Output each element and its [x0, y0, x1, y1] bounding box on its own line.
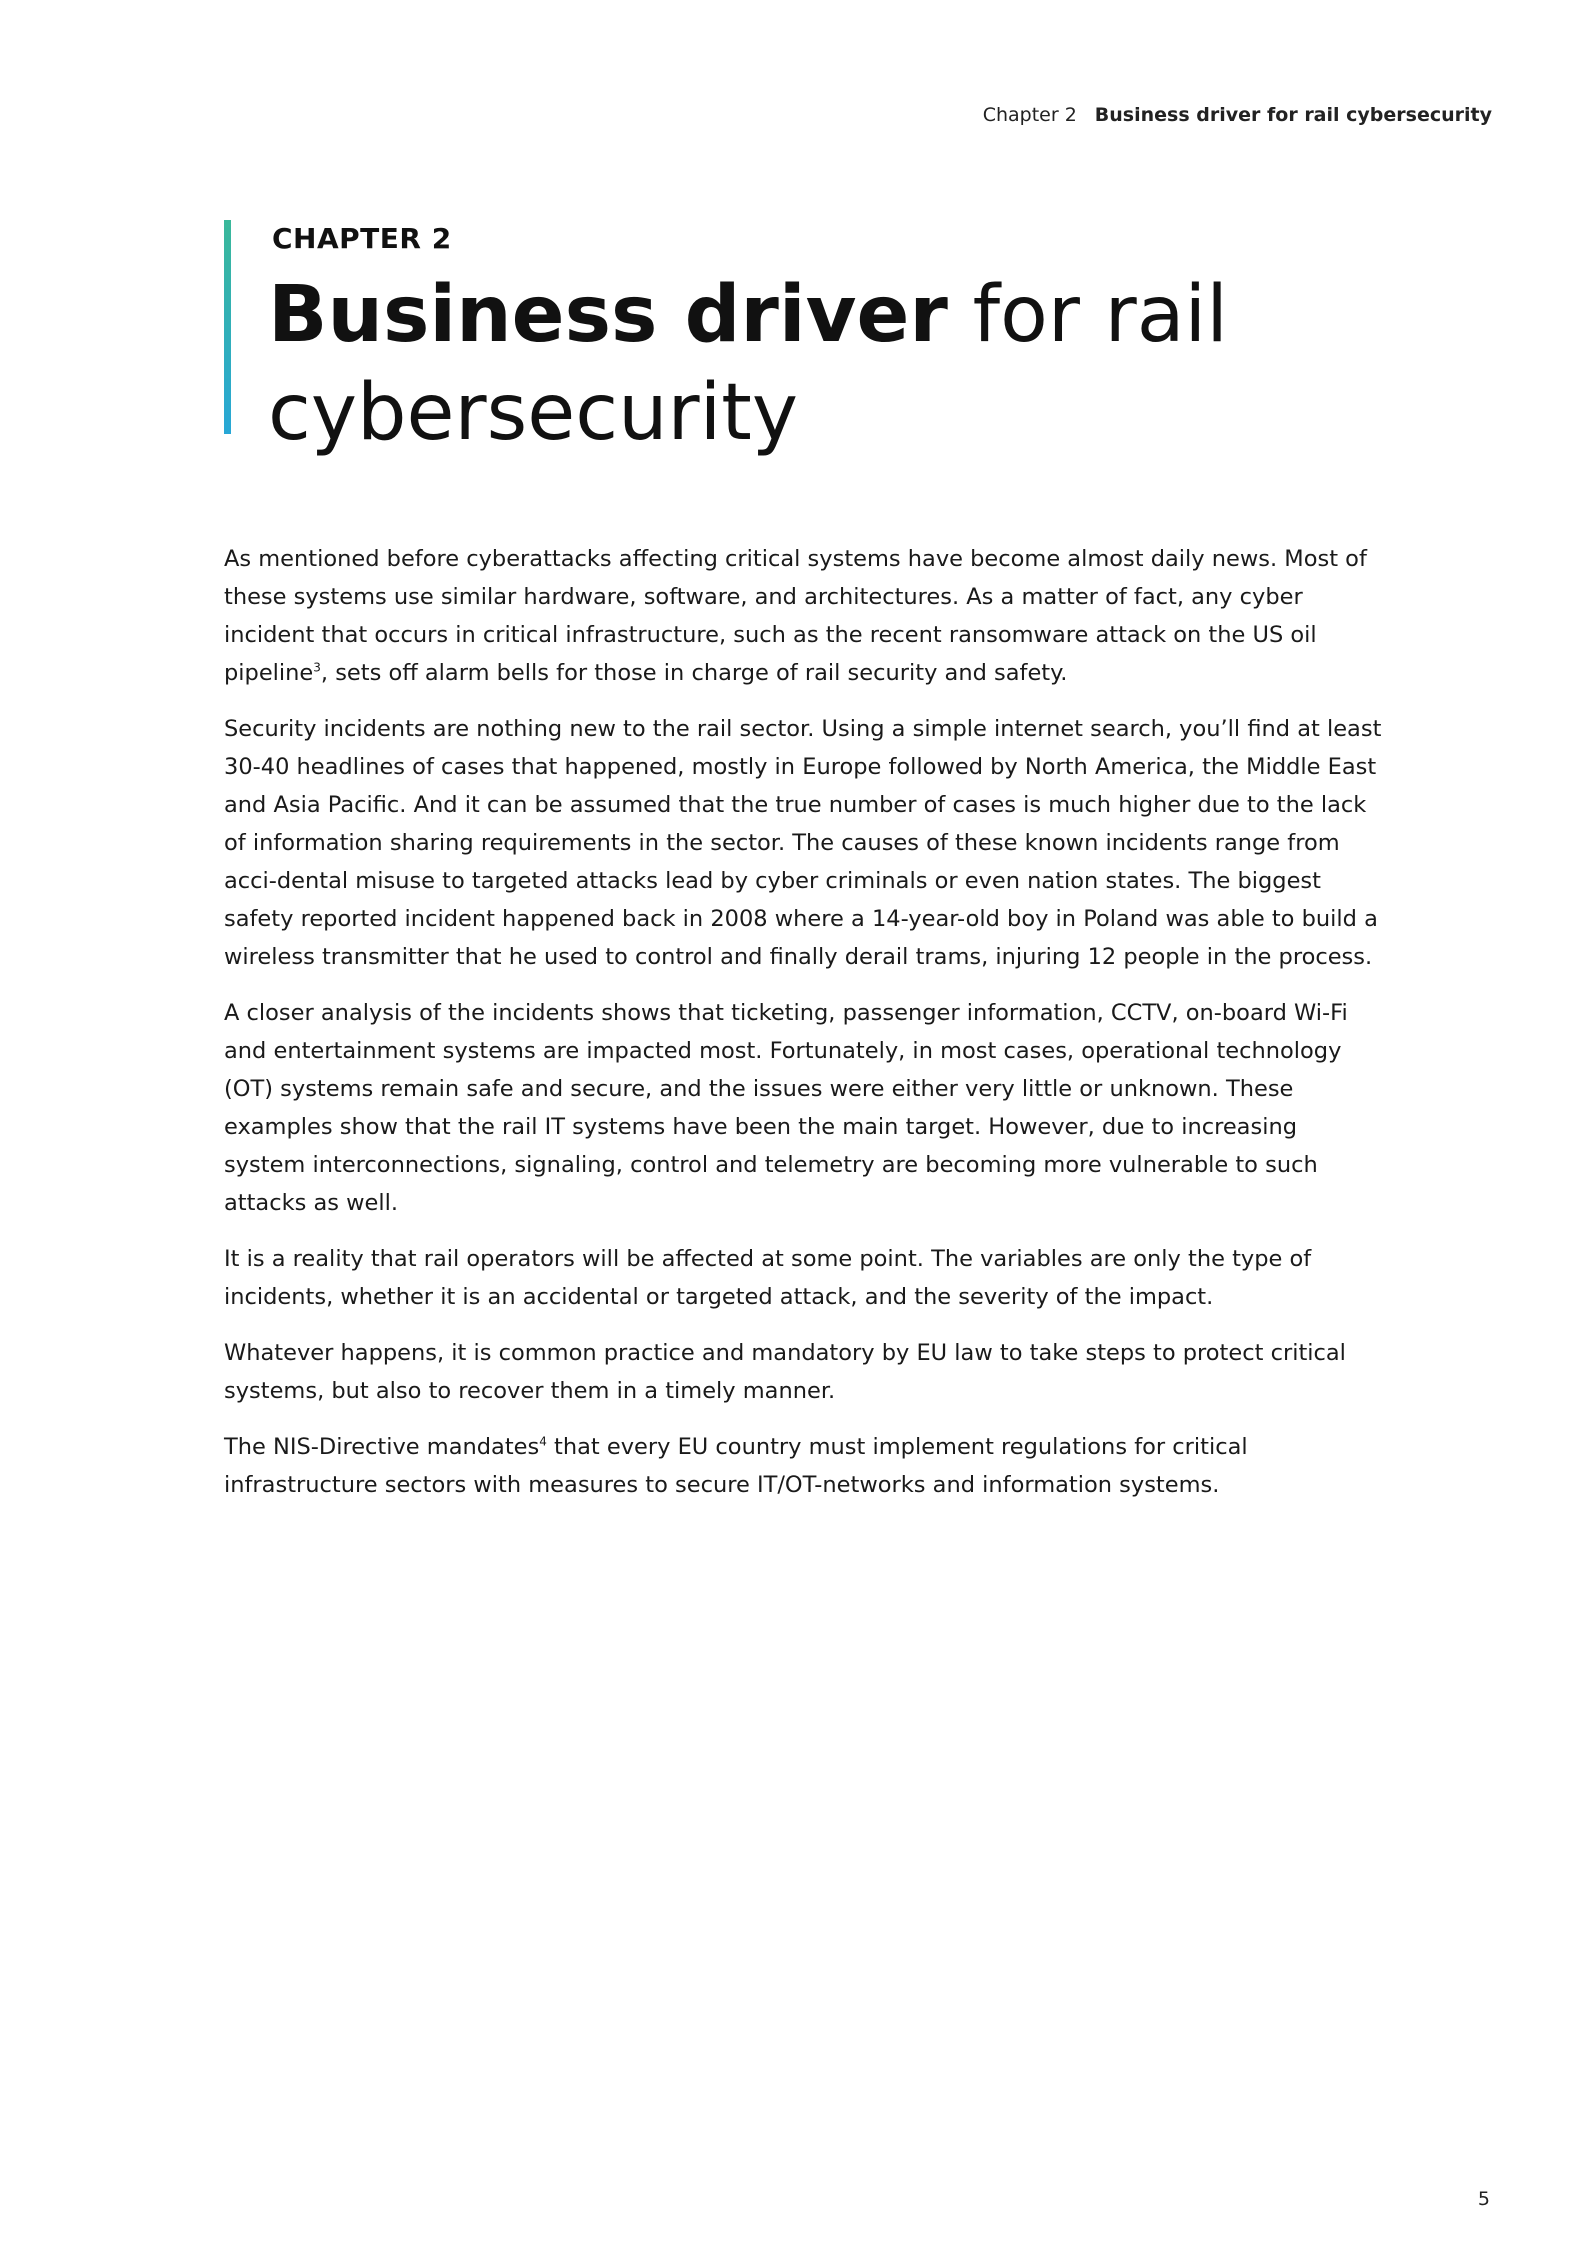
- footnote-ref-3[interactable]: 3: [313, 660, 321, 675]
- paragraph-6: [224, 1428, 1384, 1504]
- page-number: 5: [1477, 2188, 1490, 2210]
- chapter-title-regular: for rail cybersecurity: [268, 270, 1228, 458]
- chapter-accent-bar: [224, 220, 231, 434]
- body-text: [224, 540, 1384, 1522]
- paragraph-text: As mentioned before cyberattacks affecting critical systems have become almost daily news. Most of these systems use similar hardware, software, and architectures. As a matter of fact, any cyber incident that occurs in critical infrastructure, such as the recent ransomware attack on the US oil pipeline: [224, 546, 1367, 686]
- running-header-chapter: Chapter 2: [982, 104, 1077, 126]
- paragraph-1: [224, 540, 1384, 692]
- paragraph-2: Security incidents are nothing new to the rail sector. Using a simple internet search, you’ll find at least 30-40 headlines of cases that happened, mostly in Europe followed by North America, the Middle East and Asia Pacific. And it can be assumed that the true number of cases is much higher due to the lack of information sharing requirements in the sector. The causes of these known incidents range from acci-dental misuse to targeted attacks lead by cyber criminals or even nation states. The biggest safety reported incident happened back in 2008 where a 14-year-old boy in Poland was able to build a wireless transmitter that he used to control and finally derail trams, injuring 12 people in the process.: [224, 716, 1382, 970]
- paragraph-text: The NIS-Directive mandates: [224, 1434, 540, 1460]
- footnote-ref-4[interactable]: 4: [539, 1434, 547, 1449]
- paragraph-3: A closer analysis of the incidents shows that ticketing, passenger information, CCTV, on-board Wi-Fi and entertainment systems are impacted most. Fortunately, in most cases, operational technology (OT) systems remain safe and secure, and the issues were either very little or unknown. These examples show that the rail IT systems have been the main target. However, due to increasing system interconnections, signaling, control and telemetry are becoming more vulnerable to such attacks as well.: [224, 1000, 1348, 1216]
- paragraph-4: It is a reality that rail operators will be affected at some point. The variables are only the type of incidents, whether it is an accidental or targeted attack, and the severity of the impact.: [224, 1246, 1312, 1310]
- chapter-label: CHAPTER 2: [272, 222, 452, 255]
- chapter-title: [268, 266, 1268, 462]
- paragraph-text: , sets off alarm bells for those in charge of rail security and safety.: [320, 660, 1068, 686]
- running-header: [983, 102, 1492, 128]
- running-header-title: Business driver for rail cybersecurity: [1094, 104, 1492, 126]
- paragraph-5: Whatever happens, it is common practice and mandatory by EU law to take steps to protect critical systems, but also to recover them in a timely manner.: [224, 1340, 1346, 1404]
- paragraph-text: that every EU country must implement regulations for critical infrastructure sectors with measures to secure IT/OT-networks and information systems.: [224, 1434, 1248, 1498]
- chapter-title-bold: Business driver: [268, 270, 948, 360]
